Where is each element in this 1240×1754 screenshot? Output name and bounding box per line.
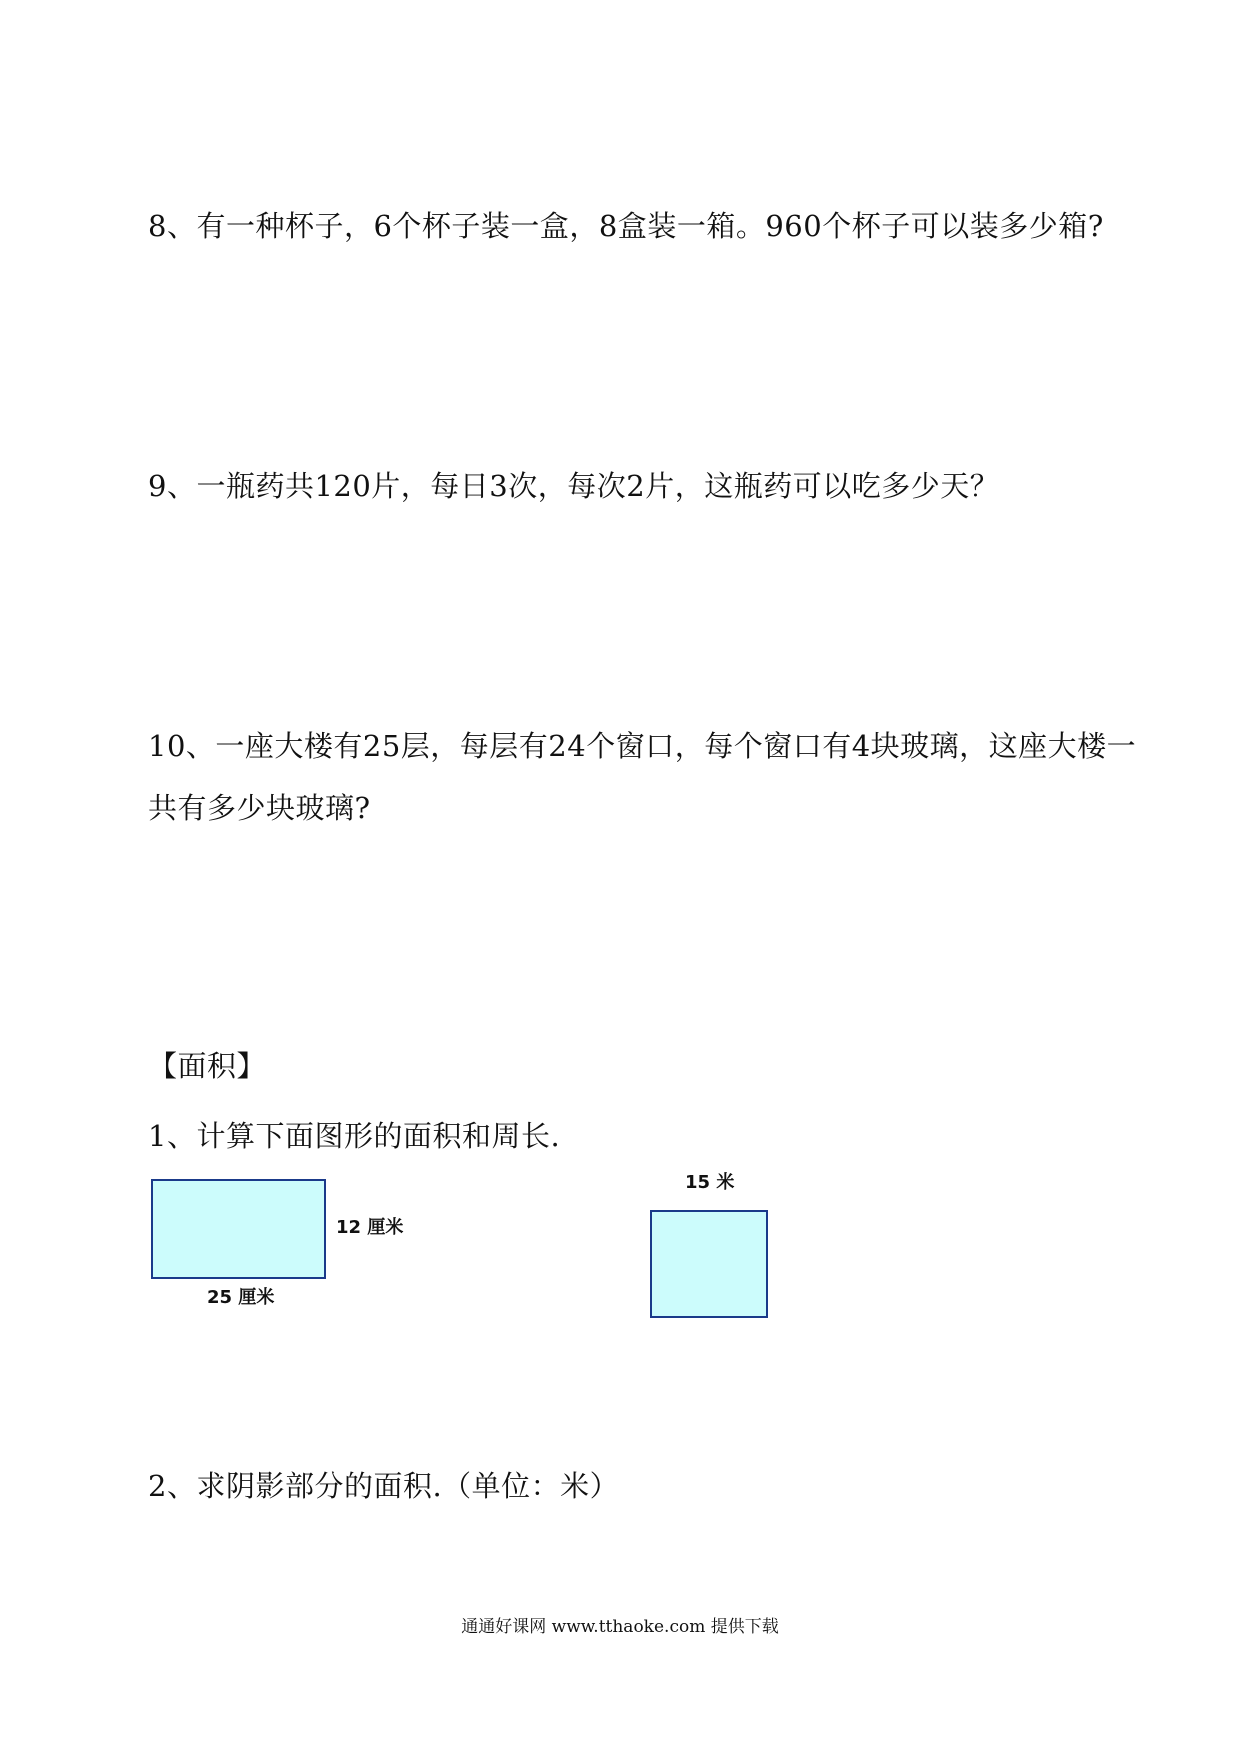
question-10-line-2: 共有多少块玻璃? [148,791,371,825]
area-question-2: 2、求阴影部分的面积.（单位：米） [148,1469,620,1503]
rectangle-width-label: 25 厘米 [207,1287,275,1308]
square-figure [650,1210,768,1318]
rectangle-height-label: 12 厘米 [336,1217,404,1238]
area-question-1: 1、计算下面图形的面积和周长. [148,1119,561,1153]
question-8: 8、有一种杯子，6个杯子装一盒，8盒装一箱。960个杯子可以装多少箱? [148,209,1104,243]
square-side-label: 15 米 [685,1172,735,1193]
question-9: 9、一瓶药共120片，每日3次，每次2片，这瓶药可以吃多少天？ [148,469,1000,503]
question-10-line-1: 10、一座大楼有25层，每层有24个窗口，每个窗口有4块玻璃，这座大楼一 [148,729,1137,763]
footer-credit: 通通好课网 www.tthaoke.com 提供下载 [461,1617,779,1637]
section-heading-area: 【面积】 [148,1049,267,1083]
rectangle-figure [151,1179,326,1279]
